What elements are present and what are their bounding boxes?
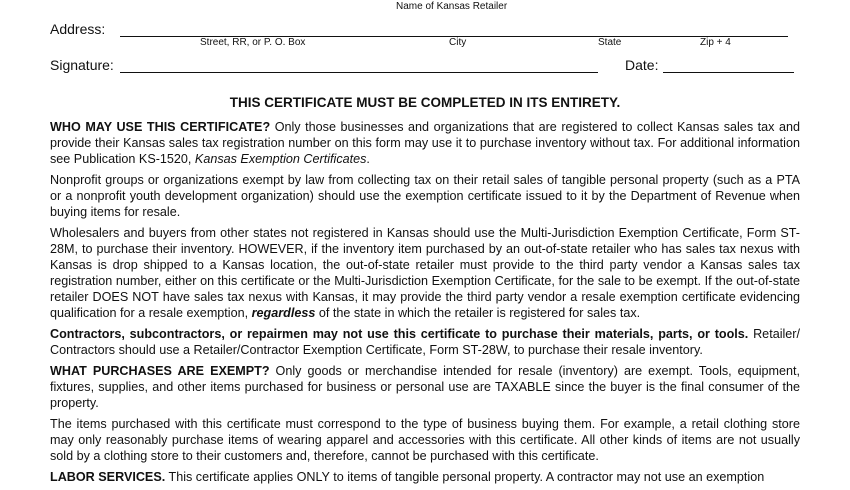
nonprofit-paragraph: Nonprofit groups or organizations exempt by law from collecting tax on their retail sales of tangible personal property (such as a PTA or a nonprofit youth development organization) should use the exemption certificate issued to it by the Department of Revenue when buying items for resale. <box>50 173 800 219</box>
contractors-paragraph <box>50 326 800 358</box>
retailer-name-caption: Name of Kansas Retailer <box>396 1 508 12</box>
wholesalers-paragraph <box>50 225 800 321</box>
signature-label: Signature: <box>50 57 114 73</box>
signature-field[interactable] <box>120 72 598 73</box>
items-paragraph: The items purchased with this certificate must correspond to the type of business buying them. For example, a retail clothing store may only reasonably purchase items of wearing apparel and accessories with this certificate. All other kinds of items are not usually sold by a clothing store to their customers and, therefore, cannot be purchased with this certificate. <box>50 417 800 463</box>
exempt-purchases-text: Only goods or merchandise intended for resale (inventory) are exempt. Tools, equipment, fixtures, supplies, and other items purchased for business or personal use are TAXABLE since the buyer is the final consumer of the property. <box>50 364 800 410</box>
regardless-emphasis: regardless <box>251 306 316 320</box>
who-may-use-text: Only those businesses and organizations that are registered to collect Kansas sales tax and provide their Kansas sales tax registration number on this form may use it to purchase inventory without tax. For additional information see Publication KS-1520, <box>50 120 801 166</box>
labor-services-lead: LABOR SERVICES. <box>50 470 166 484</box>
exempt-purchases-lead: WHAT PURCHASES ARE EXEMPT? <box>50 364 270 378</box>
state-caption: State <box>598 37 622 48</box>
labor-services-paragraph <box>50 469 800 485</box>
labor-services-text: This certificate applies ONLY to items of tangible personal property. A contractor may not use an exemption <box>165 470 765 484</box>
certificate-heading: THIS CERTIFICATE MUST BE COMPLETED IN ITS ENTIRETY. <box>229 95 621 110</box>
date-label: Date: <box>625 57 659 73</box>
wholesalers-text-b: of the state in which the retailer is registered for sales tax. <box>315 306 641 320</box>
city-caption: City <box>449 37 467 48</box>
zip-caption: Zip + 4 <box>700 37 731 48</box>
contractors-text: Retailer/ Contractors should use a Retailer/Contractor Exemption Certificate, Form ST-28W, to purchase their resale inventory. <box>50 327 800 357</box>
exempt-purchases-paragraph <box>50 363 800 411</box>
contractors-lead: Contractors, subcontractors, or repairmen may not use this certificate to purchase their materials, parts, or tools. <box>50 327 749 341</box>
address-label: Address: <box>50 21 106 37</box>
publication-title: Kansas Exemption Certificates <box>194 152 367 166</box>
who-may-use-end: . <box>366 152 370 166</box>
street-caption: Street, RR, or P. O. Box <box>200 37 306 48</box>
wholesalers-text-a: Wholesalers and buyers from other states not registered in Kansas should use the Multi-Jurisdiction Exemption Certificate, Form ST-28M, to purchase their inventory. HOWEVER, if the inventory item purchased by an out-of-state retailer who has sales tax nexus with Kansas is drop shipped to a Kansas location, the out-of-state retailer must provide to the third party vendor a Kansas sales tax registration number, either on this certificate or the Multi-Jurisdiction Exemption Certificate, for the sale to be exempt. If the out-of-state retailer DOES NOT have sales tax nexus with Kansas, it may provide the third party vendor a resale exemption certificate evidencing qualification for a resale exemption, <box>50 226 800 320</box>
instructions-body <box>50 119 800 490</box>
who-may-use-paragraph <box>50 119 800 167</box>
date-field[interactable] <box>663 72 794 73</box>
who-may-use-lead: WHO MAY USE THIS CERTIFICATE? <box>50 120 271 134</box>
